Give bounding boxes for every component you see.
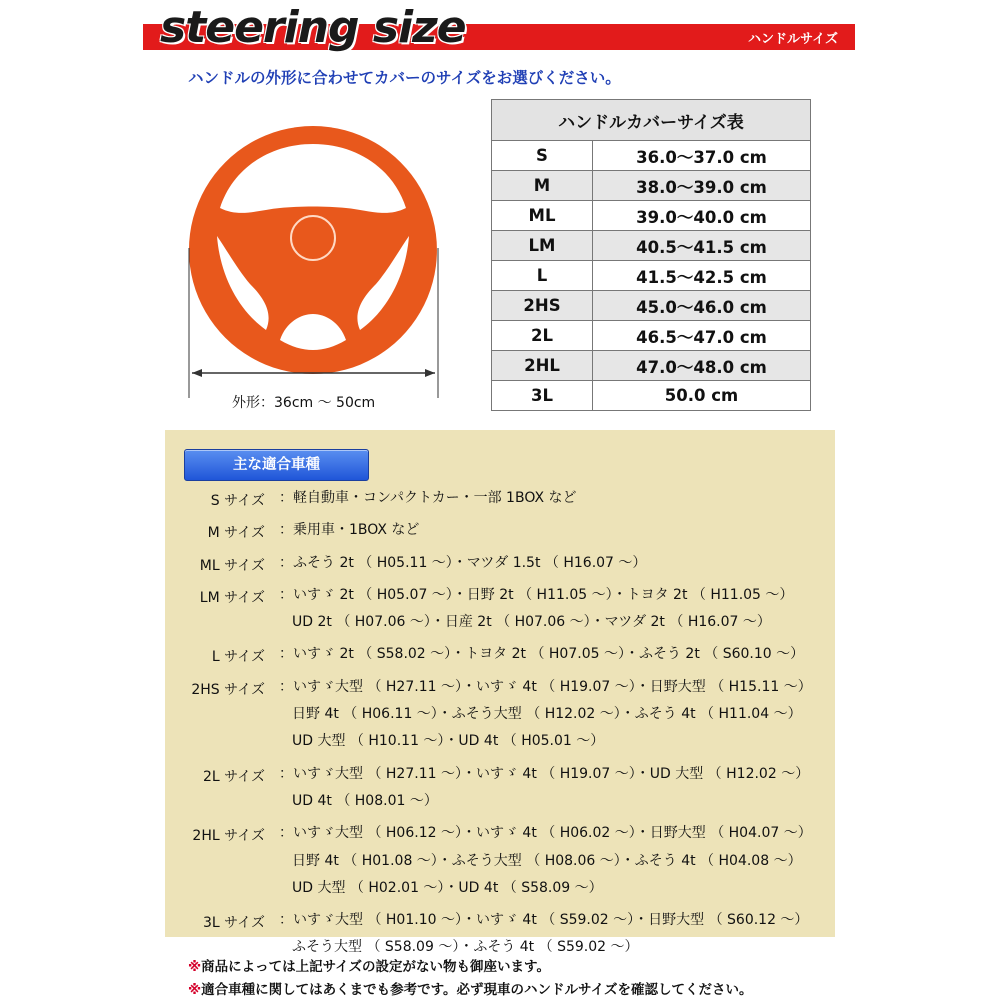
vehicle-size-label: ML サイズ bbox=[199, 557, 265, 574]
vehicle-line: 日野 4t （ H06.11 ～）・ふそう大型 （ H12.02 ～）・ふそう 4t （ H11.04 ～） bbox=[292, 706, 802, 723]
size-table-row bbox=[492, 261, 811, 291]
note-text: 適合車種に関してはあくまでも参考です。必ず現車のハンドルサイズを確認してください。 bbox=[201, 982, 753, 998]
range-cell: 46.5～47.0 cm bbox=[593, 321, 811, 351]
note-mark: ※ bbox=[188, 982, 202, 998]
vehicle-line: ：乗用車・1BOX など bbox=[279, 522, 420, 539]
vehicle-list bbox=[165, 485, 835, 967]
note-1 bbox=[188, 955, 550, 975]
vehicle-line: UD 大型 （ H10.11 ～）・UD 4t （ H05.01 ～） bbox=[292, 733, 605, 750]
size-table-row bbox=[492, 171, 811, 201]
range-cell: 47.0～48.0 cm bbox=[593, 351, 811, 381]
range-cell: 40.5～41.5 cm bbox=[593, 231, 811, 261]
instruction-text: ハンドルの外形に合わせてカバーのサイズをお選びください。 bbox=[188, 69, 621, 87]
vehicle-line: ：いすゞ大型 （ H06.12 ～）・いすゞ 4t （ H06.02 ～）・日野大型 （ H04.07 ～） bbox=[279, 825, 812, 842]
vehicle-size-label: L サイズ bbox=[211, 649, 265, 666]
size-cell: ML bbox=[492, 201, 593, 231]
vehicle-line: 日野 4t （ H01.08 ～）・ふそう大型 （ H08.06 ～）・ふそう 4t （ H04.08 ～） bbox=[292, 852, 802, 869]
vehicle-list-panel bbox=[165, 430, 835, 956]
vehicle-list-item bbox=[165, 761, 835, 821]
range-cell: 45.0～46.0 cm bbox=[593, 291, 811, 321]
size-table-row bbox=[492, 291, 811, 321]
range-cell: 50.0 cm bbox=[593, 381, 811, 411]
note-2 bbox=[188, 978, 752, 998]
size-cell: 2HL bbox=[492, 351, 593, 381]
size-cell: M bbox=[492, 171, 593, 201]
vehicles-button[interactable]: 主な適合車種 bbox=[184, 449, 369, 481]
size-cell: L bbox=[492, 261, 593, 291]
vehicle-line: ふそう大型 （ S58.09 ～）・ふそう 4t （ S59.02 ～） bbox=[292, 939, 639, 956]
vehicle-line: ：いすゞ大型 （ H01.10 ～）・いすゞ 4t （ S59.02 ～）・日野大型 （ S60.12 ～） bbox=[279, 912, 809, 929]
size-table bbox=[491, 99, 811, 411]
size-cell: 2HS bbox=[492, 291, 593, 321]
size-cell: S bbox=[492, 141, 593, 171]
size-table-row bbox=[492, 321, 811, 351]
vehicle-size-label: 2L サイズ bbox=[202, 768, 265, 785]
steering-wheel-illustration bbox=[180, 100, 460, 430]
range-cell: 41.5～42.5 cm bbox=[593, 261, 811, 291]
vehicle-size-label: 2HS サイズ bbox=[191, 681, 265, 698]
vehicle-line: ：いすゞ大型 （ H27.11 ～）・いすゞ 4t （ H19.07 ～）・UD 大型 （ H12.02 ～） bbox=[279, 765, 810, 782]
vehicle-size-label: S サイズ bbox=[210, 493, 265, 509]
size-table-row bbox=[492, 381, 811, 411]
vehicle-list-item bbox=[165, 674, 835, 761]
vehicle-list-item bbox=[165, 517, 835, 549]
vehicle-line: ：いすゞ大型 （ H27.11 ～）・いすゞ 4t （ H19.07 ～）・日野大型 （ H15.11 ～） bbox=[279, 678, 812, 695]
size-table-row bbox=[492, 231, 811, 261]
vehicle-line: ：軽自動車・コンパクトカー・一部 1BOX など bbox=[279, 490, 577, 506]
note-text: 商品によっては上記サイズの設定がない物も御座います。 bbox=[201, 959, 550, 975]
range-cell: 38.0～39.0 cm bbox=[593, 171, 811, 201]
vehicle-size-label: LM サイズ bbox=[199, 589, 265, 606]
vehicle-line: ：いすゞ 2t （ S58.02 ～）・トヨタ 2t （ H07.05 ～）・ふそう 2t （ S60.10 ～） bbox=[279, 646, 805, 663]
vehicle-line: UD 2t （ H07.06 ～）・日産 2t （ H07.06 ～）・マツダ 2t （ H16.07 ～） bbox=[292, 614, 771, 631]
vehicle-size-label: 3L サイズ bbox=[202, 915, 265, 932]
vehicle-line: ：ふそう 2t （ H05.11 ～）・マツダ 1.5t （ H16.07 ～） bbox=[279, 554, 647, 571]
range-cell: 36.0～37.0 cm bbox=[593, 141, 811, 171]
vehicle-size-label: M サイズ bbox=[207, 525, 265, 542]
range-cell: 39.0～40.0 cm bbox=[593, 201, 811, 231]
size-cell: 2L bbox=[492, 321, 593, 351]
size-cell: 3L bbox=[492, 381, 593, 411]
page-title: steering size bbox=[160, 2, 466, 53]
note-mark: ※ bbox=[188, 959, 202, 975]
vehicle-list-item bbox=[165, 820, 835, 907]
steering-wheel-icon bbox=[180, 100, 460, 430]
vehicle-size-label: 2HL サイズ bbox=[192, 828, 265, 845]
vehicle-list-item bbox=[165, 582, 835, 642]
size-table-row bbox=[492, 351, 811, 381]
outer-diameter-label: 外形：36cm ～ 50cm bbox=[232, 395, 376, 411]
vehicle-line: UD 大型 （ H02.01 ～）・UD 4t （ S58.09 ～） bbox=[292, 879, 603, 896]
vehicle-line: ：いすゞ 2t （ H05.07 ～）・日野 2t （ H11.05 ～）・トヨタ 2t （ H11.05 ～） bbox=[279, 586, 794, 603]
header-subtitle: ハンドルサイズ bbox=[748, 32, 838, 47]
vehicle-list-item bbox=[165, 485, 835, 517]
vehicle-list-item bbox=[165, 641, 835, 673]
vehicle-list-item bbox=[165, 550, 835, 582]
size-cell: LM bbox=[492, 231, 593, 261]
size-table-row bbox=[492, 201, 811, 231]
size-table-row bbox=[492, 141, 811, 171]
size-table-title: ハンドルカバーサイズ表 bbox=[492, 100, 811, 141]
vehicle-line: UD 4t （ H08.01 ～） bbox=[292, 792, 438, 809]
